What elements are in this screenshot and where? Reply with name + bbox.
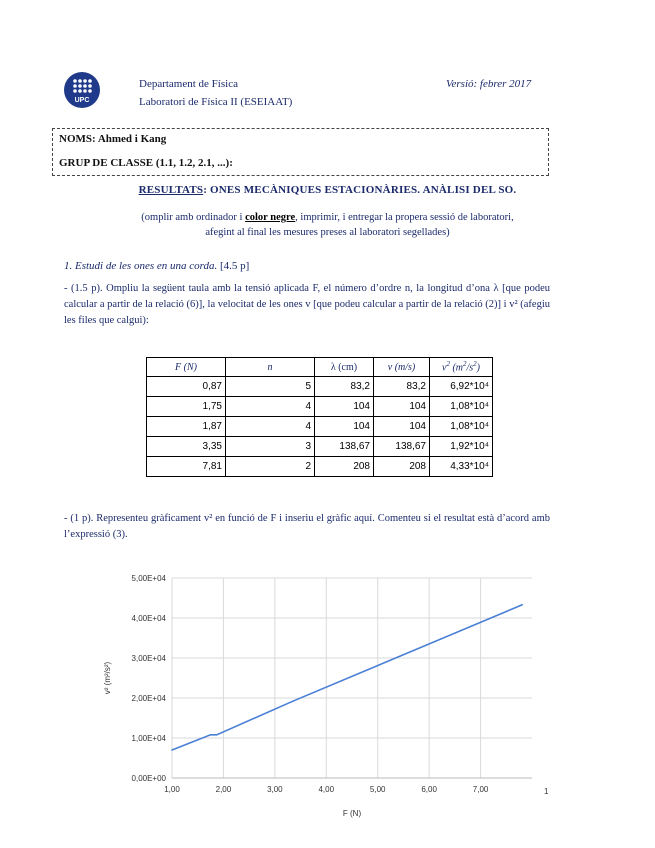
y-tick-label: 2,00E+04 — [131, 694, 166, 703]
header-velocity-squared: $v^2$ $(m^2/s^2)$ — [430, 358, 493, 377]
table-cell: 4,33*10⁴ — [430, 457, 493, 477]
v2-vs-force-chart — [100, 566, 560, 831]
data-point — [216, 734, 218, 736]
table-row — [147, 437, 493, 457]
instructions-line-1: (omplir amb ordinador i color negre, imprimir, i entregar la propera sessió de laboratori, — [141, 212, 514, 223]
department-name: Departament de Física — [139, 78, 238, 90]
measurements-table — [146, 357, 493, 477]
section-1-points: [4.5 p] — [220, 260, 250, 272]
table-cell: 2 — [226, 457, 315, 477]
names-value[interactable]: Ahmed i Kang — [97, 133, 167, 145]
table-cell: 138,67 — [315, 437, 374, 457]
table-cell: 1,87 — [147, 417, 226, 437]
table-header-row — [147, 358, 493, 377]
table-cell: 6,92*10⁴ — [430, 377, 493, 397]
version-label: Versió: febrer 2017 — [446, 78, 532, 90]
names-label: NOMS: — [59, 133, 96, 145]
logo-text: UPC — [74, 97, 90, 104]
table-cell: 83,2 — [374, 377, 430, 397]
data-point — [171, 749, 173, 751]
table-cell: 7,81 — [147, 457, 226, 477]
data-point — [210, 734, 212, 736]
x-tick-label: 4,00 — [318, 785, 335, 794]
student-info-box — [52, 128, 549, 176]
table-cell: 208 — [315, 457, 374, 477]
table-cell: 83,2 — [315, 377, 374, 397]
x-tick-label: 1,00 — [164, 785, 180, 794]
section-1-heading — [64, 260, 249, 272]
x-tick-label: 7,00 — [472, 785, 489, 794]
y-tick-label: 3,00E+04 — [131, 654, 166, 663]
table-cell: 3,35 — [147, 437, 226, 457]
group-row[interactable] — [59, 157, 233, 169]
table-cell: 1,75 — [147, 397, 226, 417]
table-cell: 104 — [315, 397, 374, 417]
paragraph-graph-instructions: - (1 p). Representeu gràficament v² en funció de F i inseriu el gràfic aquí. Comenteu si el resultat està d’acord amb l’expressió (3). — [64, 513, 550, 540]
data-point — [292, 700, 294, 702]
paragraph-table-instructions: - (1.5 p). Ompliu la següent taula amb la tensió aplicada F, el número d’ordre n, la longitud d’ona λ [que podeu calcular a partir de la relació (6)], la velocitat de les ones v [que podeu calcular a partir de la relació (2)] i v² (afegiu les files que calgui): — [64, 283, 550, 326]
table-row — [147, 457, 493, 477]
x-tick-label: 6,00 — [421, 785, 437, 794]
y-tick-label: 0,00E+00 — [131, 774, 166, 783]
x-tick-label: 3,00 — [267, 785, 283, 794]
series-line — [172, 605, 522, 750]
names-row[interactable] — [59, 133, 166, 145]
results-title — [0, 184, 655, 196]
y-tick-label: 5,00E+04 — [131, 574, 166, 583]
y-tick-label: 4,00E+04 — [131, 614, 166, 623]
header-velocity: v (m/s) — [374, 358, 430, 377]
lab-name: Laboratori de Física II (ESEIAAT) — [139, 96, 293, 108]
table-cell: 208 — [374, 457, 430, 477]
table-cell: 104 — [374, 397, 430, 417]
table-cell: 4 — [226, 397, 315, 417]
color-emphasis: color negre — [245, 212, 296, 223]
instructions-line-2: afegint al final les mesures preses al laboratori segellades) — [205, 227, 450, 238]
table-cell: 1,08*10⁴ — [430, 417, 493, 437]
results-title-rest: : ONES MECÀNIQUES ESTACIONÀRIES. ANÀLISI DEL SO. — [203, 184, 517, 196]
table-cell: 104 — [374, 417, 430, 437]
table-cell: 1,92*10⁴ — [430, 437, 493, 457]
header-force: F (N) — [147, 358, 226, 377]
table-cell: 5 — [226, 377, 315, 397]
table-cell: 3 — [226, 437, 315, 457]
group-label: GRUP DE CLASSE (1.1, 1.2, 2.1, ...): — [59, 157, 233, 169]
table-row — [147, 417, 493, 437]
table-cell: 138,67 — [374, 437, 430, 457]
data-point — [521, 604, 523, 606]
table-cell: 104 — [315, 417, 374, 437]
page-number: 1 — [544, 787, 549, 796]
upc-logo — [64, 72, 100, 108]
x-tick-label: 5,00 — [369, 785, 386, 794]
header-wavelength: λ (cm) — [315, 358, 374, 377]
results-title-prefix: RESULTATS — [138, 184, 204, 196]
section-1-title: 1. Estudi de les ones en una corda. — [64, 260, 218, 272]
x-tick-label: 2,00 — [215, 785, 232, 794]
y-axis-label: v² (m²/s²) — [103, 661, 112, 695]
table-cell: 1,08*10⁴ — [430, 397, 493, 417]
y-tick-label: 1,00E+04 — [131, 734, 166, 743]
header-n: n — [226, 358, 315, 377]
table-row — [147, 397, 493, 417]
table-cell: 4 — [226, 417, 315, 437]
x-axis-label: F (N) — [342, 809, 362, 818]
table-cell: 0,87 — [147, 377, 226, 397]
table-row — [147, 377, 493, 397]
chart-svg — [100, 566, 560, 826]
